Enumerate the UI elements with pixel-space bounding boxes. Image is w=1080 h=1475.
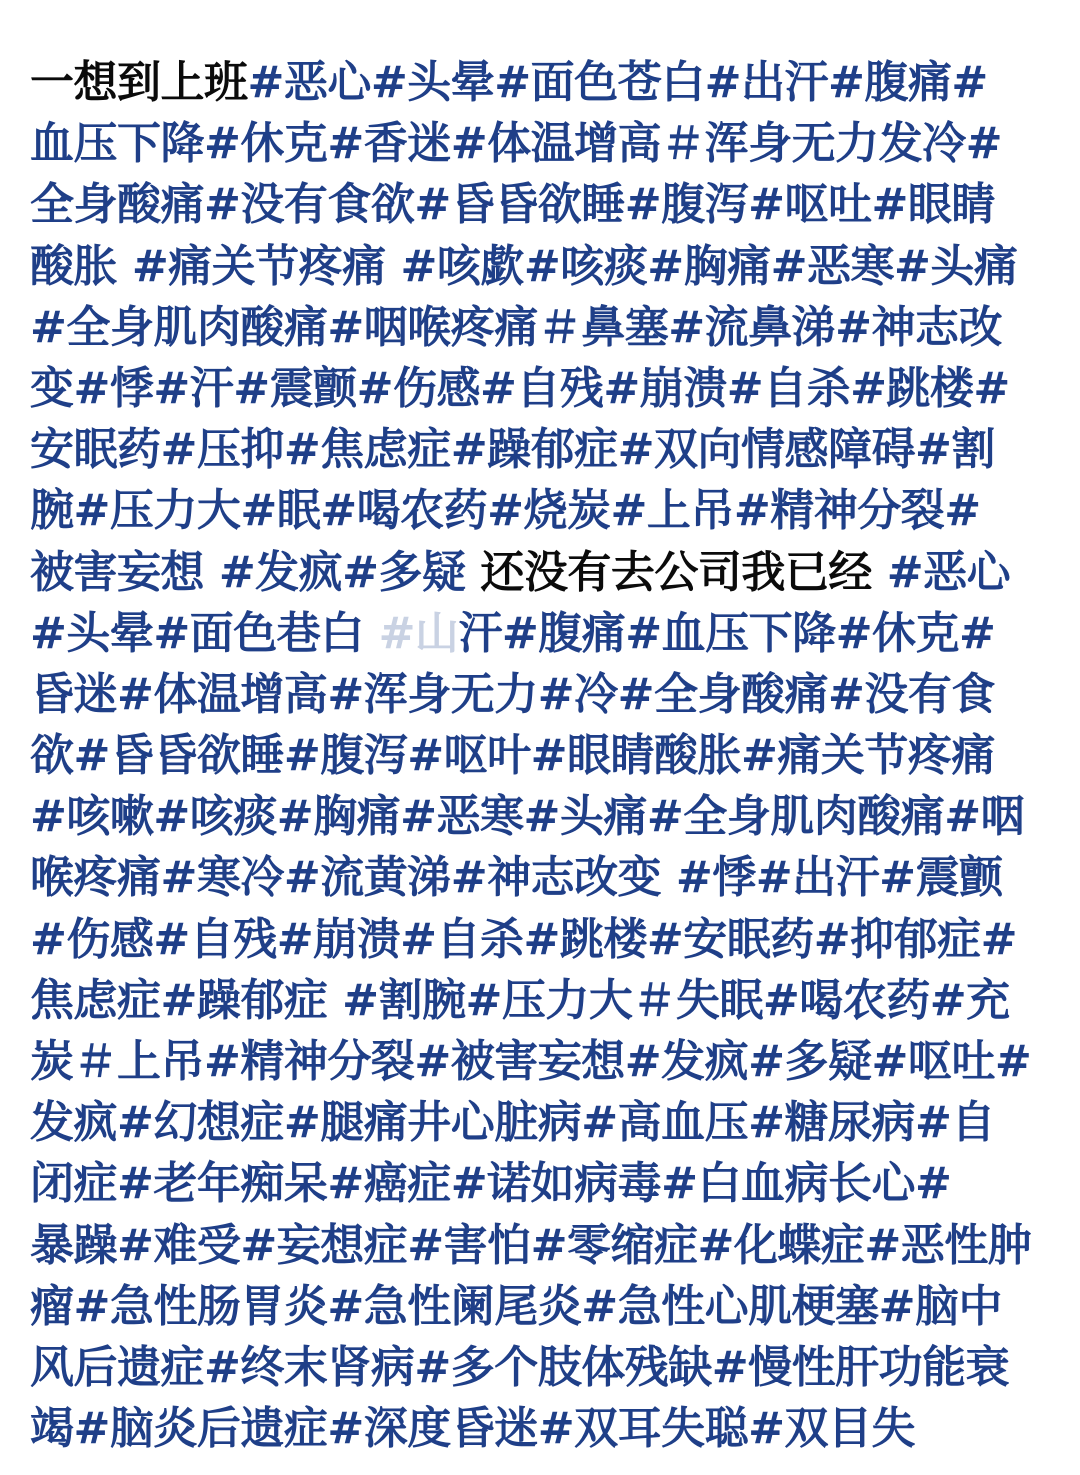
meme-text-block bbox=[30, 52, 1060, 1459]
text-line-3 bbox=[30, 174, 1060, 235]
text-segment-blue: 闭症#老年痴呆#癌症#诺如病毒#白血病长心# bbox=[30, 1158, 952, 1210]
text-line-10 bbox=[30, 603, 1060, 664]
text-line-21 bbox=[30, 1276, 1060, 1337]
text-line-11 bbox=[30, 664, 1060, 725]
text-line-9 bbox=[30, 542, 1060, 603]
text-line-4 bbox=[30, 236, 1060, 297]
text-segment-blue: 欲#昏昏欲睡#腹泻#呕叶#眼睛酸胀#痛关节疼痛 bbox=[30, 730, 995, 782]
text-segment-blue: #恶心 bbox=[886, 546, 1011, 598]
text-line-17 bbox=[30, 1031, 1060, 1092]
text-line-8 bbox=[30, 480, 1060, 541]
text-line-6 bbox=[30, 358, 1060, 419]
text-segment-blue: 瘤#急性肠胃炎#急性阑尾炎#急性心肌梗塞#脑中 bbox=[30, 1280, 1002, 1332]
text-line-1 bbox=[30, 52, 1060, 113]
text-line-16 bbox=[30, 970, 1060, 1031]
text-line-7 bbox=[30, 419, 1060, 480]
text-segment-black: 还没有去公司我已经 bbox=[465, 546, 887, 598]
text-line-13 bbox=[30, 786, 1060, 847]
text-segment-blue: 发疯#幻想症#腿痛井心脏病#高血压#糖尿病#自 bbox=[30, 1097, 995, 1149]
text-line-15 bbox=[30, 909, 1060, 970]
text-segment-blue: 焦虑症#躁郁症 #割腕#压力大＃失眠#喝农药#充 bbox=[30, 974, 1010, 1026]
text-segment-blue: 变#悸#汗#震颤#伤感#自残#崩溃#自杀#跳楼# bbox=[30, 362, 1010, 414]
text-line-19 bbox=[30, 1153, 1060, 1214]
text-segment-blue: 竭#脑炎后遗症#深度昏迷#双耳失聪#双目失 bbox=[30, 1403, 915, 1455]
text-segment-blue: 被害妄想 #发疯#多疑 bbox=[30, 546, 466, 598]
text-segment-blue: #全身肌肉酸痛#咽喉疼痛＃鼻塞#流鼻涕#神志改 bbox=[30, 301, 1002, 353]
text-line-23 bbox=[30, 1398, 1060, 1459]
text-line-5 bbox=[30, 297, 1060, 358]
text-segment-blue: 昏迷#体温增高#浑身无力#冷#全身酸痛#没有食 bbox=[30, 668, 995, 720]
text-segment-blue: 风后遗症#终末肾病#多个肢体残缺#慢性肝功能衰 bbox=[30, 1341, 1010, 1393]
text-segment-blue: 安眠药#压抑#焦虑症#躁郁症#双向情感障碍#割 bbox=[30, 424, 995, 476]
text-segment-blue: 汗#腹痛#血压下降#休克# bbox=[458, 607, 996, 659]
text-segment-blue: 腕#压力大#眠#喝农药#烧炭#上吊#精神分裂# bbox=[30, 485, 981, 537]
text-segment-blue: 炭＃上吊#精神分裂#被害妄想#发疯#多疑#呕吐# bbox=[30, 1036, 1032, 1087]
text-line-18 bbox=[30, 1092, 1060, 1153]
text-line-22 bbox=[30, 1337, 1060, 1398]
text-segment-blue: 酸胀 #痛关节疼痛 #咳歔#咳痰#胸痛#恶寒#头痛 bbox=[30, 240, 1018, 292]
text-line-14 bbox=[30, 847, 1060, 908]
text-segment-blue: 血压下降#休克#香迷#体温增高＃浑身无力发冷# bbox=[30, 118, 1002, 170]
text-line-2 bbox=[30, 113, 1060, 174]
text-line-20 bbox=[30, 1215, 1060, 1276]
text-segment-blue: #恶心#头晕#面色苍白#出汗#腹痛# bbox=[247, 57, 988, 108]
text-segment-blue: 喉疼痛#寒冷#流黄涕#神志改变 #悸#出汗#震颤 bbox=[30, 852, 1003, 904]
text-segment-black: 一想到上班 bbox=[30, 57, 248, 108]
text-segment-faded: #山 bbox=[378, 607, 459, 659]
text-segment-blue: #伤感#自残#崩溃#自杀#跳楼#安眠药#抑郁症# bbox=[30, 913, 1017, 965]
text-segment-blue: 全身酸痛#没有食欲#昏昏欲睡#腹泻#呕吐#眼睛 bbox=[30, 179, 995, 231]
text-segment-blue: 暴躁#难受#妄想症#害怕#零缩症#化蝶症#恶性肿 bbox=[30, 1219, 1032, 1271]
text-segment-blue: #头晕#面色巷白 bbox=[30, 607, 379, 659]
text-segment-blue: #咳嗽#咳痰#胸痛#恶寒#头痛#全身肌肉酸痛#咽 bbox=[30, 791, 1025, 843]
text-line-12 bbox=[30, 725, 1060, 786]
